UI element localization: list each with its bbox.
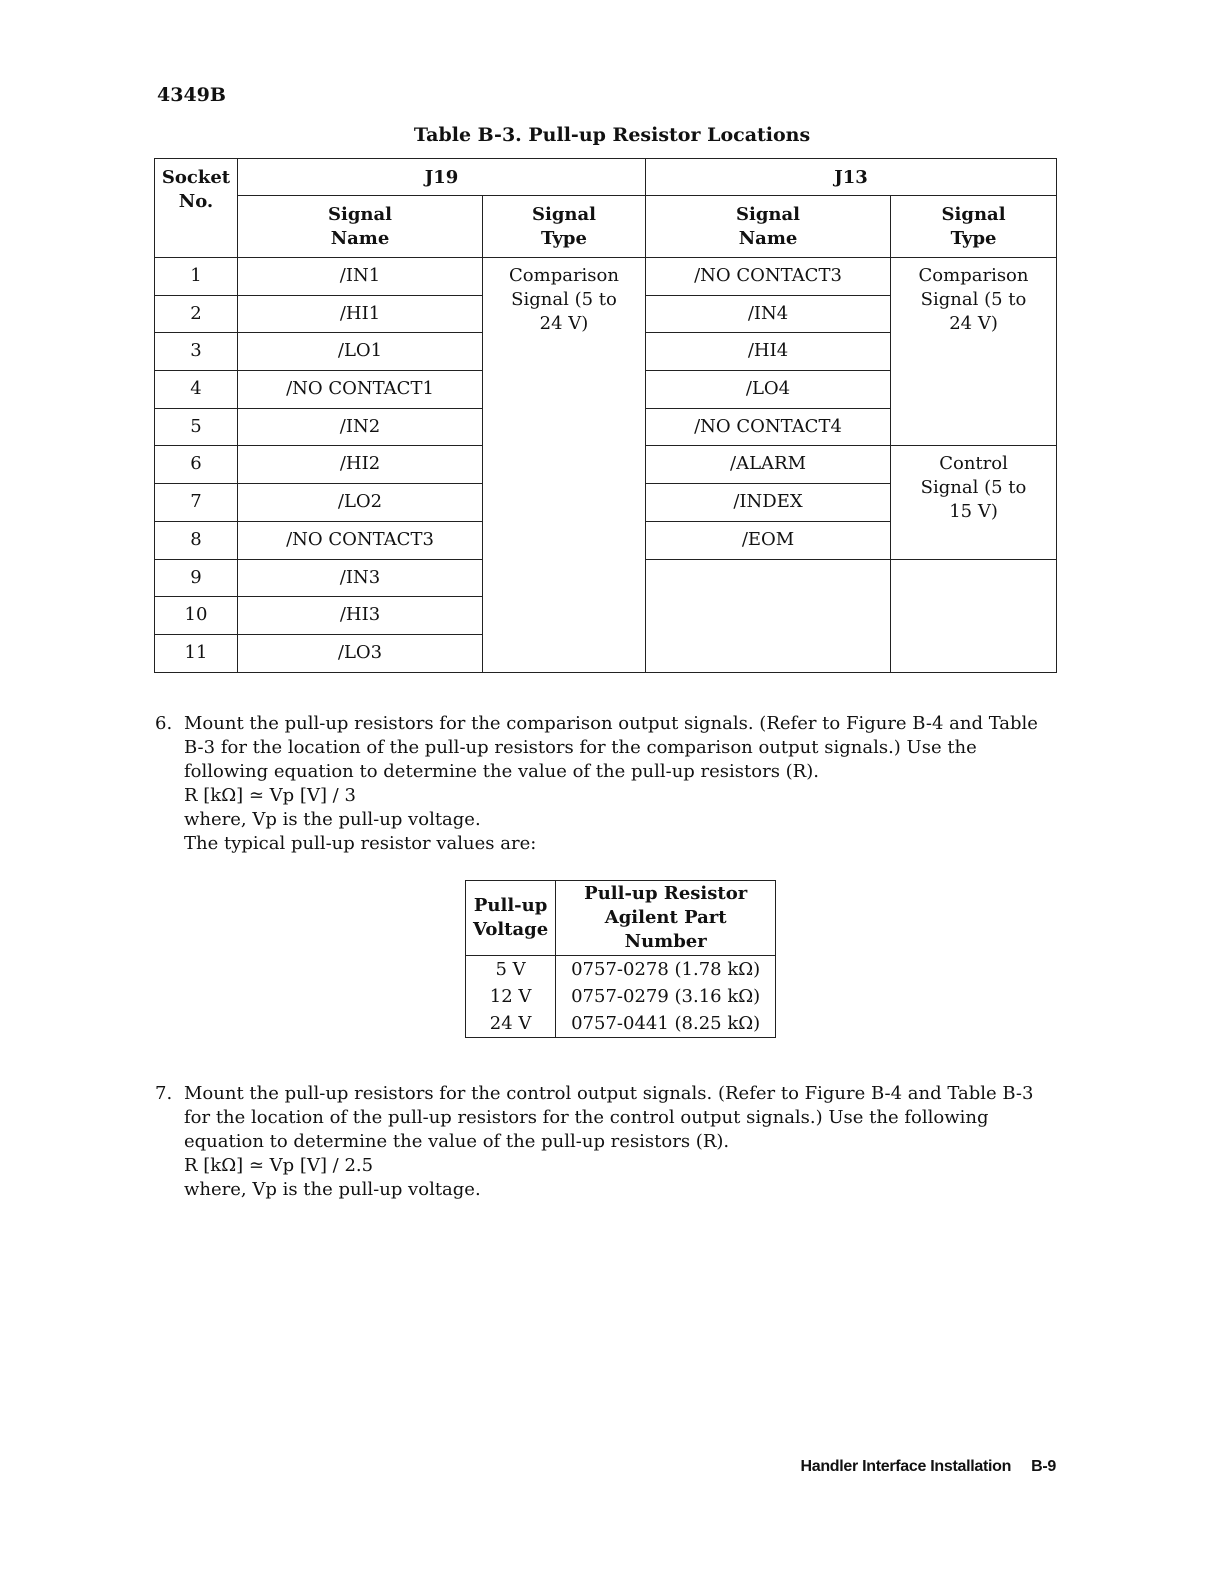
equation: R [kΩ] ≃ Vp [V] / 2.5 (184, 1155, 374, 1176)
socket-number: 2 (155, 295, 238, 333)
j19-signal-name: /NO CONTACT3 (238, 521, 483, 559)
part-number-header: Pull-up Resistor Agilent Part Number (556, 881, 776, 956)
j13-signal-name: /IN4 (646, 295, 891, 333)
j19-header: J19 (238, 159, 646, 196)
j19-signal-name: /LO1 (238, 333, 483, 371)
footer-section-title: Handler Interface Installation (800, 1458, 1012, 1475)
part-number-value: 0757-0278 (1.78 kΩ) (556, 956, 776, 984)
page-number: B-9 (1031, 1458, 1056, 1475)
j13-signal-name-header: Signal Name (646, 196, 891, 258)
socket-number: 10 (155, 597, 238, 635)
table-title: Table B-3. Pull-up Resistor Locations (413, 124, 811, 146)
part-number-value: 0757-0441 (8.25 kΩ) (556, 1010, 776, 1038)
j19-signal-name: /IN3 (238, 559, 483, 597)
voltage-value: 24 V (466, 1010, 556, 1038)
part-number-value: 0757-0279 (3.16 kΩ) (556, 983, 776, 1010)
j13-header: J13 (646, 159, 1057, 196)
socket-number: 5 (155, 408, 238, 446)
resistor-values-table (465, 880, 776, 1038)
equation-note: where, Vp is the pull-up voltage. (184, 1179, 481, 1200)
socket-header: Socket No. (155, 159, 238, 258)
j13-signal-name-empty (646, 559, 891, 672)
j13-signal-name: /LO4 (646, 371, 891, 409)
j19-signal-name: /HI2 (238, 446, 483, 484)
j19-signal-type-header: Signal Type (483, 196, 646, 258)
step-text: Mount the pull-up resistors for the comparison output signals. (Refer to Figure B-4 and Table B-3 for the location of the pull-up resistors for the comparison output signals.) Use the following equation to determine the value of the pull-up resistors (R). (184, 713, 1038, 782)
j19-signal-name-header: Signal Name (238, 196, 483, 258)
step-text: Mount the pull-up resistors for the control output signals. (Refer to Figure B-4 and Table B-3 for the location of the pull-up resistors for the control output signals.) Use the following equation to determine the value of the pull-up resistors (R). (184, 1083, 1034, 1152)
step-6 (155, 712, 1055, 1038)
j13-signal-name: /ALARM (646, 446, 891, 484)
pullup-location-table (154, 158, 1057, 673)
step-number: 7. (155, 1083, 173, 1104)
j19-signal-name: /LO3 (238, 634, 483, 672)
document-model: 4349B (157, 84, 226, 106)
voltage-value: 5 V (466, 956, 556, 984)
instruction-steps (155, 712, 1055, 1202)
voltage-value: 12 V (466, 983, 556, 1010)
socket-number: 3 (155, 333, 238, 371)
j19-signal-name: /HI3 (238, 597, 483, 635)
socket-number: 4 (155, 371, 238, 409)
step-number: 6. (155, 713, 173, 734)
j19-signal-type: Comparison Signal (5 to 24 V) (483, 258, 646, 673)
j19-signal-name: /LO2 (238, 484, 483, 522)
voltage-header: Pull-up Voltage (466, 881, 556, 956)
j13-signal-type-empty (891, 559, 1057, 672)
typical-values-intro: The typical pull-up resistor values are: (184, 833, 537, 854)
socket-number: 8 (155, 521, 238, 559)
j13-signal-type-control: Control Signal (5 to 15 V) (891, 446, 1057, 559)
j19-signal-name: /IN1 (238, 258, 483, 296)
j13-signal-type-comparison: Comparison Signal (5 to 24 V) (891, 258, 1057, 446)
j13-signal-type-header: Signal Type (891, 196, 1057, 258)
j13-signal-name: /INDEX (646, 484, 891, 522)
j13-signal-name: /EOM (646, 521, 891, 559)
socket-number: 6 (155, 446, 238, 484)
equation-note: where, Vp is the pull-up voltage. (184, 809, 481, 830)
j13-signal-name: /HI4 (646, 333, 891, 371)
socket-number: 1 (155, 258, 238, 296)
socket-number: 7 (155, 484, 238, 522)
j19-signal-name: /NO CONTACT1 (238, 371, 483, 409)
page-footer (800, 1458, 1056, 1476)
socket-number: 11 (155, 634, 238, 672)
step-7 (155, 1082, 1055, 1202)
socket-number: 9 (155, 559, 238, 597)
equation: R [kΩ] ≃ Vp [V] / 3 (184, 785, 356, 806)
j19-signal-name: /IN2 (238, 408, 483, 446)
j13-signal-name: /NO CONTACT3 (646, 258, 891, 296)
j13-signal-name: /NO CONTACT4 (646, 408, 891, 446)
j19-signal-name: /HI1 (238, 295, 483, 333)
